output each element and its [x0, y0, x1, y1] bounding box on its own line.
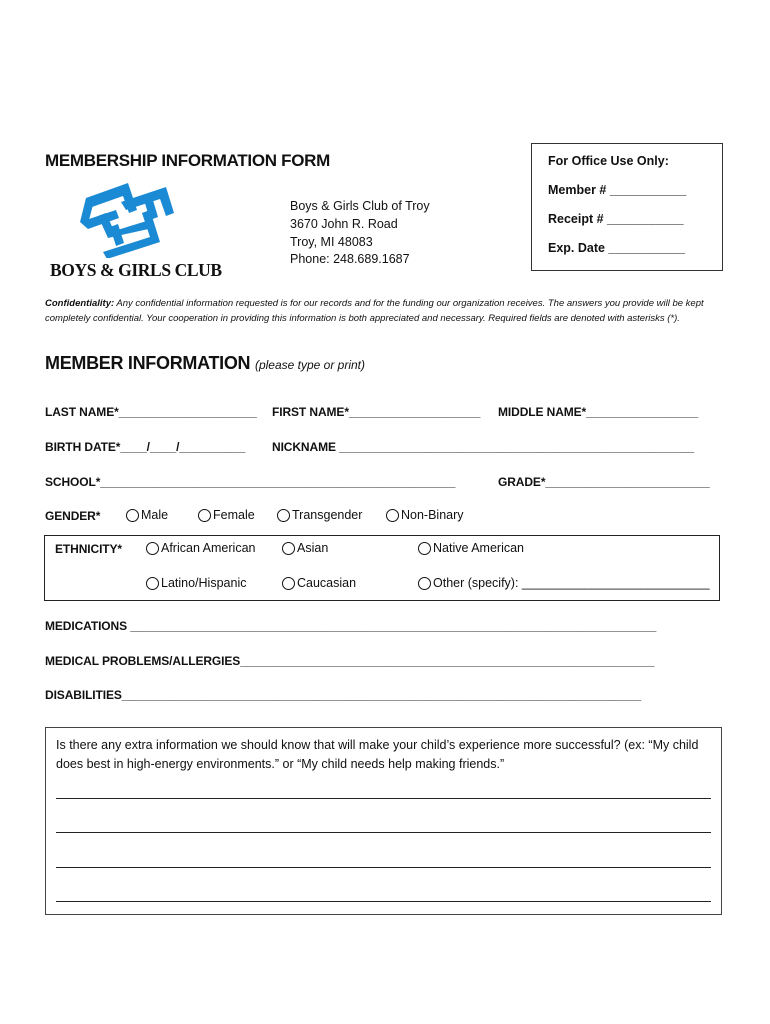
ethnicity-label: ETHNICITY*	[55, 542, 123, 556]
ethnicity-option-asian[interactable]	[282, 541, 328, 555]
ethnicity-option-label: African American	[161, 541, 256, 555]
answer-line[interactable]	[56, 798, 711, 799]
radio-button-icon[interactable]	[126, 509, 139, 522]
radio-button-icon[interactable]	[146, 542, 159, 555]
medical-problems-allergies-field[interactable]: MEDICAL PROBLEMS/ALLERGIES_______________________________________________________________	[45, 654, 655, 668]
medications-field[interactable]: MEDICATIONS ________________________________________________________________________________	[45, 619, 657, 633]
radio-button-icon[interactable]	[386, 509, 399, 522]
gender-option-label: Transgender	[292, 508, 363, 522]
ethnicity-option-african-american[interactable]	[146, 541, 255, 555]
org-name: Boys & Girls Club of Troy	[290, 199, 430, 213]
ethnicity-option-latino-hispanic[interactable]	[146, 576, 246, 590]
receipt-number-field[interactable]: Receipt # ___________	[548, 212, 684, 226]
confidentiality-label: Confidentiality:	[45, 298, 115, 309]
ethnicity-option-caucasian[interactable]	[282, 576, 356, 590]
extra-information-question: Is there any extra information we should know that will make your child’s experience more successful? (ex: “My child does best in high-energy environments.” or “My child needs help making friends.”	[56, 738, 699, 771]
office-use-box	[531, 143, 723, 271]
org-phone: Phone: 248.689.1687	[290, 252, 410, 267]
confidentiality-notice	[45, 296, 725, 326]
extra-information-box	[45, 727, 722, 915]
gender-option-label: Male	[141, 508, 169, 522]
ethnicity-option-label: Asian	[297, 541, 329, 555]
member-number-field[interactable]: Member # ___________	[548, 183, 687, 197]
answer-line[interactable]	[56, 901, 711, 902]
expiration-date-field[interactable]: Exp. Date ___________	[548, 241, 685, 255]
ethnicity-option-label: Native American	[433, 541, 525, 555]
last-name-field[interactable]: LAST NAME*_____________________	[45, 405, 257, 419]
org-city: Troy, MI 48083	[290, 234, 373, 249]
club-logo	[46, 180, 240, 280]
ethnicity-option-other[interactable]	[418, 576, 710, 590]
ethnicity-option-native-american[interactable]	[418, 541, 524, 555]
radio-button-icon[interactable]	[146, 577, 159, 590]
club-logo-text: BOYS & GIRLS CLUB	[50, 260, 222, 280]
section-title	[45, 353, 365, 374]
gender-option-female[interactable]	[198, 508, 255, 522]
answer-line[interactable]	[56, 832, 711, 833]
radio-button-icon[interactable]	[198, 509, 211, 522]
gender-option-transgender[interactable]	[277, 508, 362, 522]
first-name-field[interactable]: FIRST NAME*____________________	[272, 405, 481, 419]
ethnicity-option-label[interactable]: Other (specify): ___________________________	[433, 576, 710, 590]
birth-date-field[interactable]: BIRTH DATE*____/____/__________	[45, 440, 246, 454]
gender-option-label: Female	[213, 508, 255, 522]
radio-button-icon[interactable]	[418, 577, 431, 590]
org-address: 3670 John R. Road	[290, 216, 398, 231]
school-field[interactable]: SCHOOL*______________________________________________________	[45, 475, 456, 489]
radio-button-icon[interactable]	[277, 509, 290, 522]
club-logo-icon	[46, 180, 240, 258]
radio-button-icon[interactable]	[418, 542, 431, 555]
middle-name-field[interactable]: MIDDLE NAME*_________________	[498, 405, 698, 419]
nickname-field[interactable]: NICKNAME ______________________________________________________	[272, 440, 695, 454]
organization-info	[290, 198, 430, 269]
confidentiality-text: Any confidential information requested is for our records and for the funding our organization receives. The answers you provide will be kept completely confidential. Your cooperation in providing this information is both appreciated and necessary. Required fields are denoted with asterisks (*).	[45, 298, 704, 324]
gender-label: GENDER*	[45, 509, 101, 523]
gender-option-non-binary[interactable]	[386, 508, 464, 522]
section-title-text: MEMBER INFORMATION	[45, 353, 251, 373]
radio-button-icon[interactable]	[282, 577, 295, 590]
ethnicity-option-label: Caucasian	[297, 576, 357, 590]
radio-button-icon[interactable]	[282, 542, 295, 555]
ethnicity-option-label: Latino/Hispanic	[161, 576, 247, 590]
section-title-note: (please type or print)	[254, 358, 366, 372]
form-title: MEMBERSHIP INFORMATION FORM	[45, 151, 330, 170]
grade-field[interactable]: GRADE*_________________________	[498, 475, 710, 489]
disabilities-field[interactable]: DISABILITIES_______________________________________________________________________________	[45, 688, 642, 702]
answer-line[interactable]	[56, 867, 711, 868]
gender-option-male[interactable]	[126, 508, 168, 522]
gender-option-label: Non-Binary	[401, 508, 464, 522]
office-use-heading: For Office Use Only:	[548, 154, 669, 168]
